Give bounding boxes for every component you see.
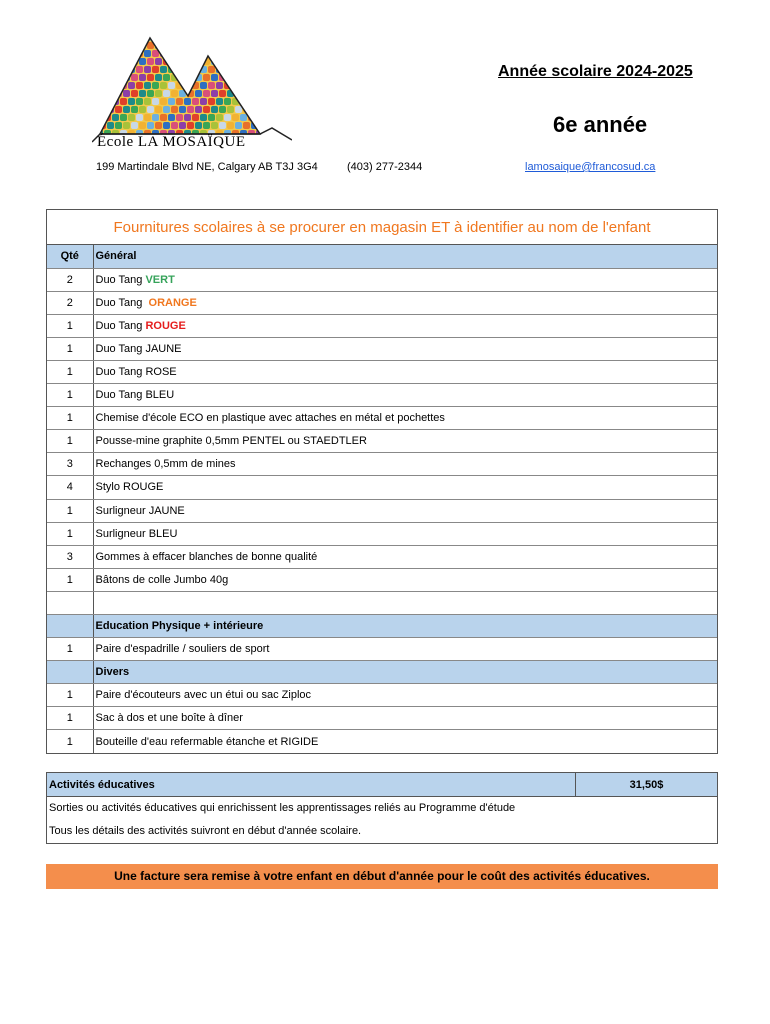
logo-wordmark <box>97 134 245 151</box>
supply-qty: 1 <box>47 499 93 522</box>
school-email-link[interactable]: lamosaique@francosud.ca <box>525 161 656 173</box>
supply-description <box>93 314 717 337</box>
section-label: Général <box>93 245 717 268</box>
supply-description <box>93 407 717 430</box>
supply-row <box>47 638 717 661</box>
supply-text: Surligneur JAUNE <box>95 504 185 517</box>
supply-qty: 1 <box>47 522 93 545</box>
activities-price: 31,50$ <box>629 779 664 791</box>
grade-title: 6e année <box>553 112 648 137</box>
supply-text: Duo Tang <box>95 319 146 332</box>
supply-description <box>93 430 717 453</box>
section-label: Education Physique + intérieure <box>93 615 717 638</box>
supply-row <box>47 545 717 568</box>
supply-description <box>93 545 717 568</box>
supply-text: Duo Tang BLEU <box>95 389 175 402</box>
supplies-title: Fournitures scolaires à se procurer en magasin ET à identifier au nom de l'enfant <box>47 210 717 245</box>
supply-text: Chemise d'école ECO en plastique avec attaches en métal et pochettes <box>95 412 445 425</box>
supply-qty: 1 <box>47 730 93 753</box>
supply-qty: 3 <box>47 453 93 476</box>
supply-qty: 1 <box>47 407 93 430</box>
logo-school-name: École LA MOSAÏQUE <box>97 134 246 150</box>
supply-text: Paire d'espadrille / souliers de sport <box>95 643 270 656</box>
activities-line: Sorties ou activités éducatives qui enrichissent les apprentissages reliés au Programme d'étude <box>49 802 516 814</box>
supply-row <box>47 730 717 753</box>
supply-row <box>47 268 717 291</box>
supply-color-word: VERT <box>145 273 175 286</box>
supply-description <box>93 638 717 661</box>
supply-description <box>93 499 717 522</box>
supply-qty: 1 <box>47 360 93 383</box>
supply-color-word: ROUGE <box>145 319 186 332</box>
supply-text: Paire d'écouteurs avec un étui ou sac Ziploc <box>95 689 311 702</box>
supply-text: Bâtons de colle Jumbo 40g <box>95 573 229 586</box>
supplies-table <box>46 209 718 754</box>
supply-description <box>93 730 717 753</box>
supply-text: Duo Tang JAUNE <box>95 342 182 355</box>
supply-row <box>47 499 717 522</box>
supply-text: Duo Tang ROSE <box>95 366 177 379</box>
supply-row <box>47 360 717 383</box>
supply-text: Pousse-mine graphite 0,5mm PENTEL ou STAEDTLER <box>95 435 367 448</box>
supply-text: Rechanges 0,5mm de mines <box>95 458 236 471</box>
supply-text: Gommes à effacer blanches de bonne qualité <box>95 550 318 563</box>
supply-row <box>47 337 717 360</box>
supply-row <box>47 453 717 476</box>
supply-description <box>93 707 717 730</box>
supply-description <box>93 684 717 707</box>
supply-qty: 1 <box>47 638 93 661</box>
qty-header <box>47 615 93 638</box>
activities-label: Activités éducatives <box>47 773 576 796</box>
supply-qty: 4 <box>47 476 93 499</box>
supply-text: Stylo ROUGE <box>95 481 164 494</box>
supply-qty: 3 <box>47 545 93 568</box>
supply-text: Surligneur BLEU <box>95 527 178 540</box>
supply-qty: 2 <box>47 268 93 291</box>
supply-text: Sac à dos et une boîte à dîner <box>95 712 243 725</box>
supply-qty: 2 <box>47 291 93 314</box>
activities-header <box>47 773 717 797</box>
invoice-notice: Une facture sera remise à votre enfant en début d'année pour le coût des activités éducatives. <box>46 864 718 889</box>
supply-text: Duo Tang <box>95 273 146 286</box>
supply-description <box>93 360 717 383</box>
supply-description <box>93 568 717 591</box>
supply-qty: 1 <box>47 568 93 591</box>
supply-qty: 1 <box>47 314 93 337</box>
section-header-row <box>47 661 717 684</box>
activities-line: Tous les détails des activités suivront en début d'année scolaire. <box>49 825 362 837</box>
supply-row <box>47 684 717 707</box>
supply-qty: 1 <box>47 430 93 453</box>
school-year-title: Année scolaire 2024-2025 <box>498 63 693 80</box>
section-header-row <box>47 245 717 268</box>
supply-row <box>47 568 717 591</box>
supply-qty: 1 <box>47 707 93 730</box>
supply-row <box>47 707 717 730</box>
activities-box <box>46 772 718 844</box>
supply-row <box>47 314 717 337</box>
supply-row <box>47 476 717 499</box>
section-label: Divers <box>93 661 717 684</box>
supply-description <box>93 591 717 614</box>
supply-description <box>93 476 717 499</box>
section-header-row <box>47 615 717 638</box>
qty-header: Qté <box>47 245 93 268</box>
supply-description <box>93 453 717 476</box>
supply-row <box>47 291 717 314</box>
school-address: 199 Martindale Blvd NE, Calgary AB T3J 3G4 <box>96 161 318 173</box>
supply-description <box>93 337 717 360</box>
supply-color-word: ORANGE <box>148 296 197 309</box>
supply-text: Duo Tang <box>95 296 149 309</box>
supply-row <box>47 407 717 430</box>
supply-qty: 1 <box>47 684 93 707</box>
supply-row <box>47 591 717 614</box>
supply-row <box>47 522 717 545</box>
supply-description <box>93 291 717 314</box>
school-phone: (403) 277-2344 <box>347 161 423 173</box>
supply-qty: 1 <box>47 337 93 360</box>
supply-qty: 1 <box>47 384 93 407</box>
qty-header <box>47 661 93 684</box>
supply-row <box>47 430 717 453</box>
supply-text: Bouteille d'eau refermable étanche et RIGIDE <box>95 735 319 748</box>
supply-description <box>93 522 717 545</box>
supply-description <box>93 384 717 407</box>
supply-row <box>47 384 717 407</box>
supply-description <box>93 268 717 291</box>
supply-qty <box>47 591 93 614</box>
